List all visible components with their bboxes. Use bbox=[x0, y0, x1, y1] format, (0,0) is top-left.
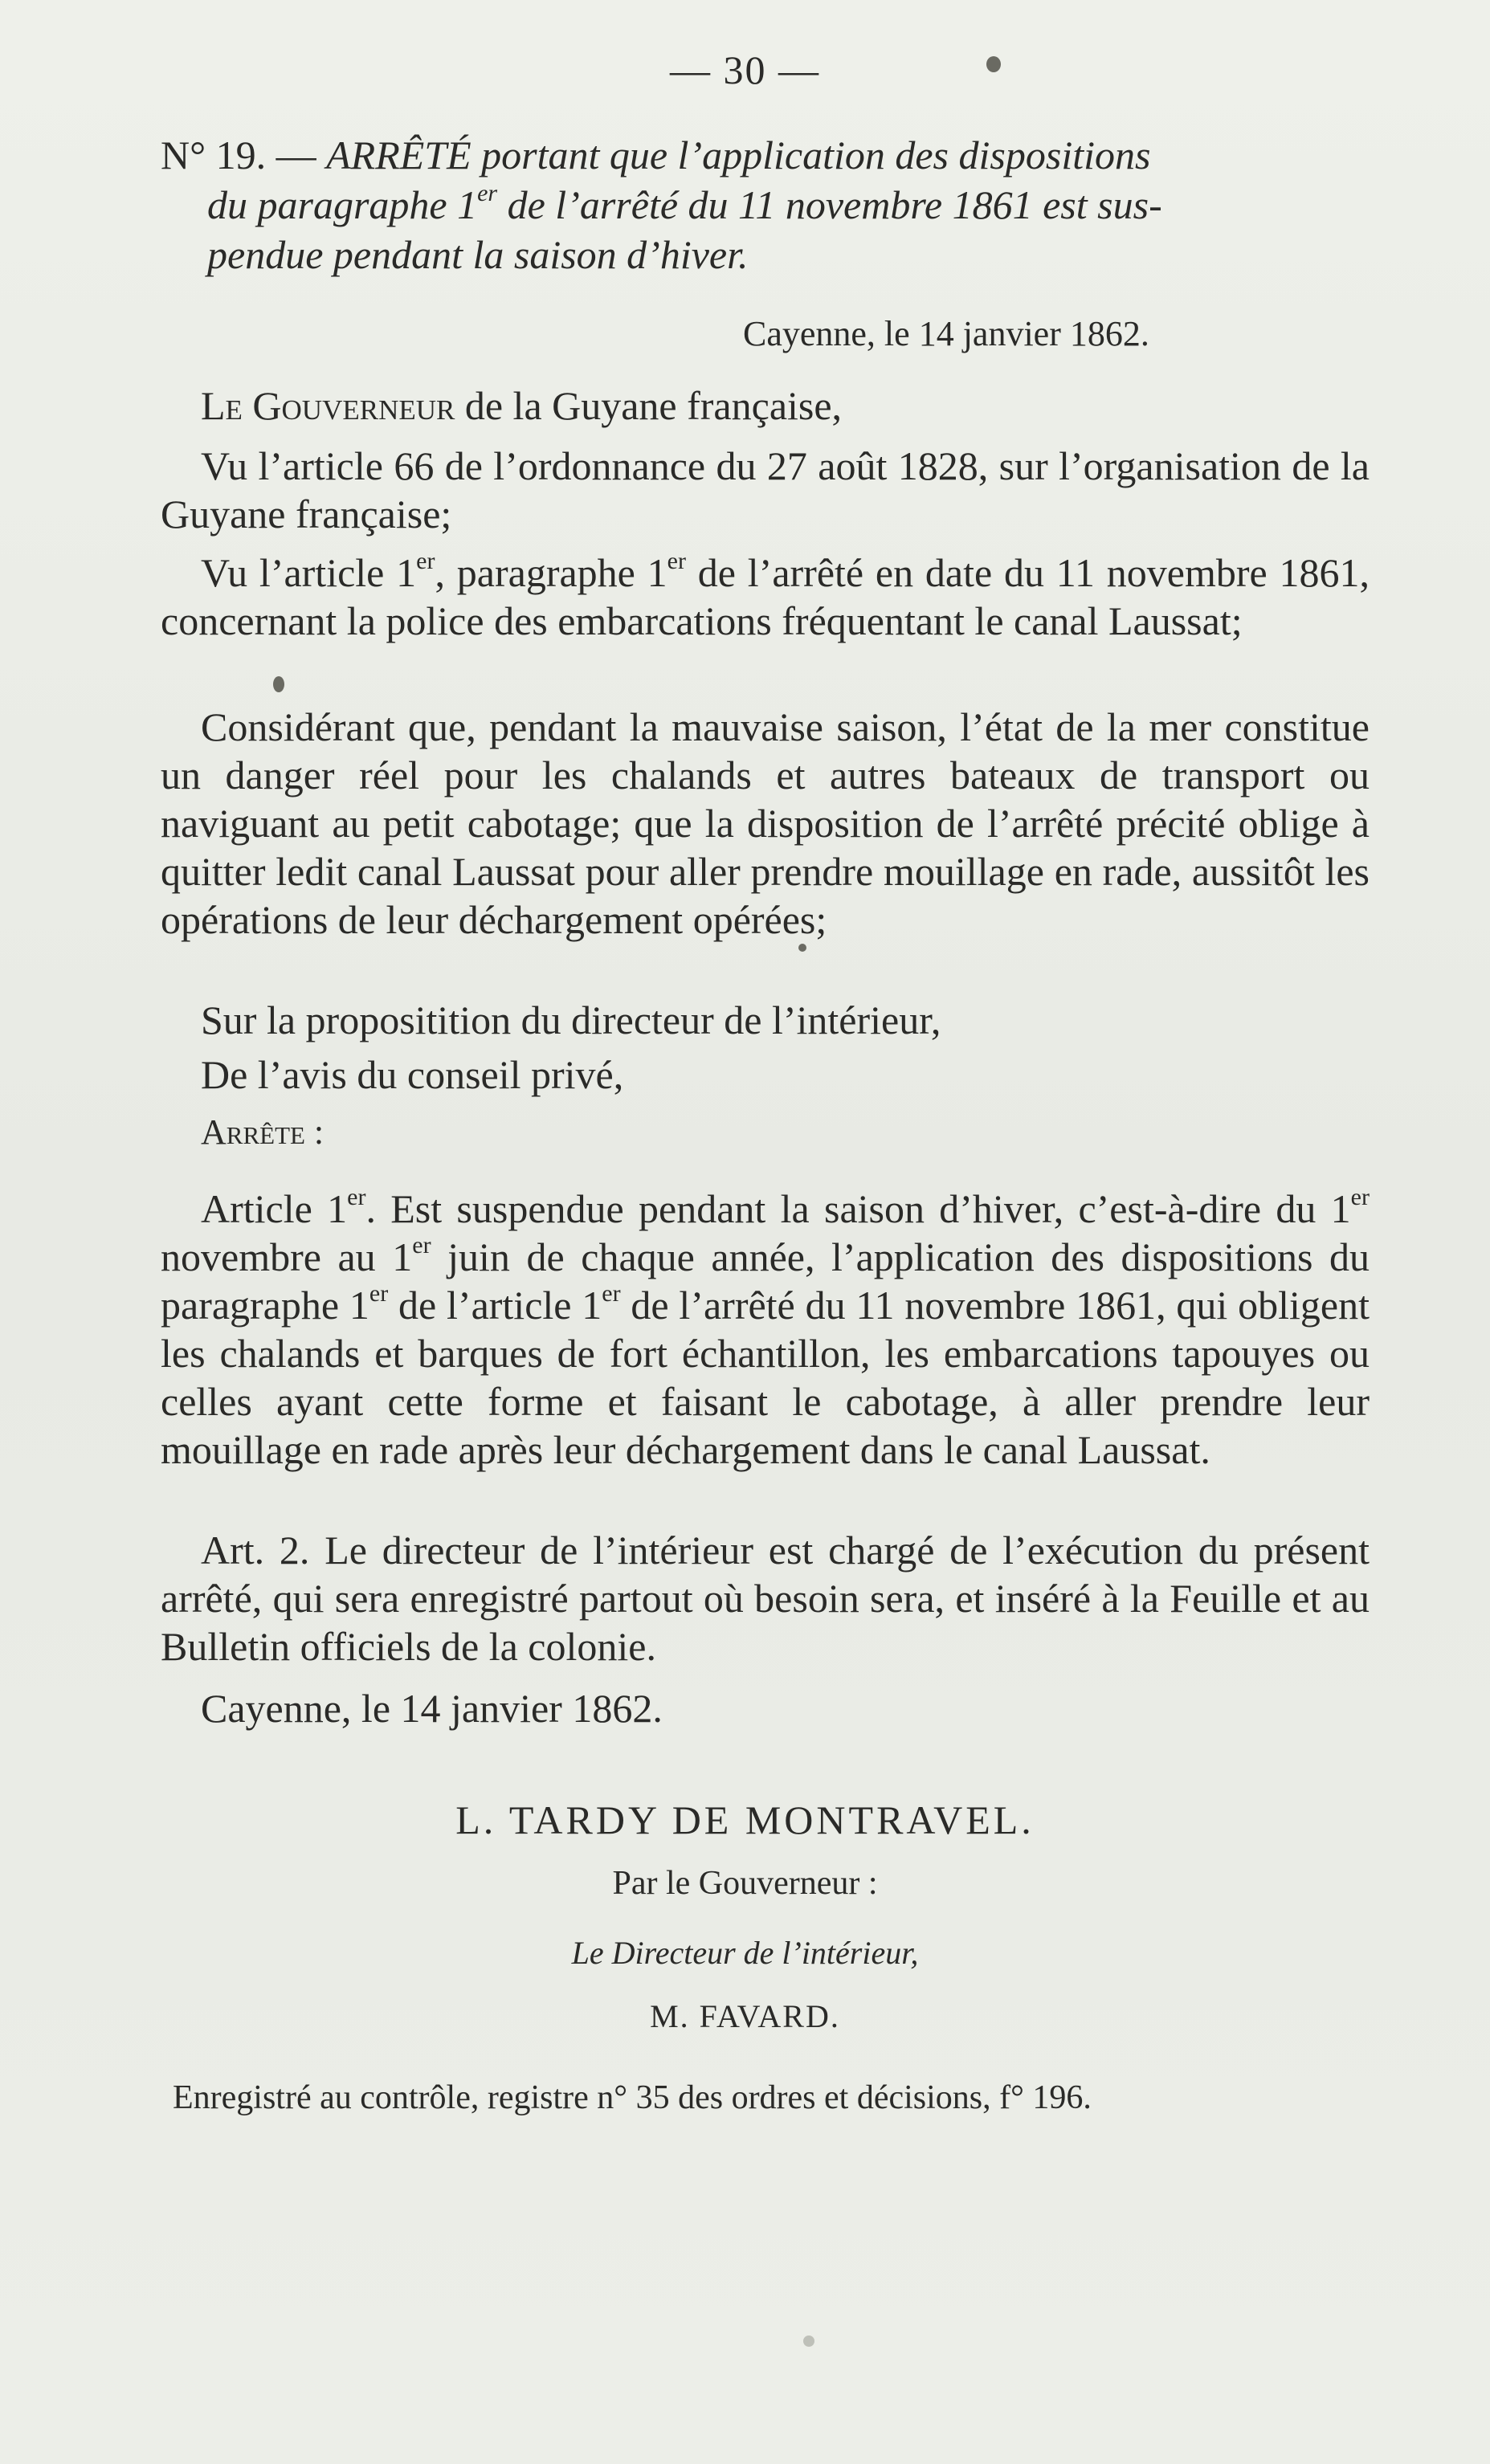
decree-number: N° 19. — bbox=[161, 133, 316, 177]
ink-spot bbox=[273, 676, 284, 692]
vu2-sup-1: er bbox=[416, 548, 435, 575]
ink-spot bbox=[803, 2335, 814, 2347]
signature: L. TARDY DE MONTRAVEL. bbox=[455, 1797, 1035, 1842]
decree-title-line-2b: de l’arrêté du 11 novembre 1861 est sus- bbox=[497, 182, 1162, 227]
governor-title: Le Gouverneur bbox=[201, 383, 455, 428]
art1-text-f: de l’arrêté du 11 novembre 1861, qui obligent les chalands et barques de fort échantillon, les embarcations tapouyes ou celles ayant cette forme et faisant le cabotage, à aller prendre leur mouillage en rade après leur déchargement dans le canal Laussat. bbox=[161, 1283, 1370, 1472]
art1-text-e: de l’article 1 bbox=[388, 1283, 602, 1328]
decree-title-line-2a: du paragraphe 1 bbox=[207, 182, 478, 227]
vu2-text-c: de l’arrêté en date du 11 novembre 1861, concernant la police des embarcations fréquentant le canal Laussat; bbox=[161, 550, 1370, 643]
avis-line: De l’avis du conseil privé, bbox=[201, 1052, 624, 1097]
decree-title-line-1: ARRÊTÉ portant que l’application des dispositions bbox=[326, 133, 1151, 177]
decree-title-line-3: pendue pendant la saison d’hiver. bbox=[207, 232, 749, 277]
arrete-heading: Arrête : bbox=[201, 1112, 325, 1152]
vu-paragraph-2 bbox=[161, 549, 1370, 645]
closing-date: Cayenne, le 14 janvier 1862. bbox=[201, 1686, 663, 1731]
art1-sup-2: er bbox=[1350, 1184, 1370, 1211]
art1-text-a: Article 1 bbox=[201, 1186, 348, 1231]
ink-spot bbox=[798, 944, 806, 952]
art1-sup-3: er bbox=[412, 1232, 431, 1259]
proposition-line: Sur la propositition du directeur de l’intérieur, bbox=[201, 997, 941, 1042]
decree-title-sup: er bbox=[477, 180, 498, 207]
art1-sup-5: er bbox=[602, 1280, 621, 1307]
art1-text-b: . Est suspendue pendant la saison d’hiver, c’est-à-dire du 1 bbox=[365, 1186, 1351, 1231]
considerant-paragraph: Considérant que, pendant la mauvaise saison, l’état de la mer constitue un danger réel pour les chalands et autres bateaux de transport ou naviguant au petit cabotage; que la disposition de l’arrêté précité oblige à quitter ledit canal Laussat pour aller prendre mouillage en rade, aussitôt les opérations de leur déchargement opérées; bbox=[161, 704, 1370, 942]
page-number: — 30 — bbox=[670, 47, 820, 92]
article-1 bbox=[161, 1185, 1370, 1474]
art1-sup-4: er bbox=[369, 1280, 389, 1307]
favard-signature: M. FAVARD. bbox=[650, 1998, 840, 2034]
article-2: Art. 2. Le directeur de l’intérieur est chargé de l’exécution du présent arrêté, qui sera enregistré partout où besoin sera, et inséré à la Feuille et au Bulletin officiels de la colonie. bbox=[161, 1528, 1370, 1669]
ink-spot bbox=[986, 56, 1001, 72]
place-date: Cayenne, le 14 janvier 1862. bbox=[743, 314, 1149, 353]
par-le-gouverneur: Par le Gouverneur : bbox=[612, 1865, 878, 1902]
vu2-text-a: Vu l’article 1 bbox=[201, 550, 417, 595]
art1-text-c: novembre au 1 bbox=[161, 1234, 413, 1279]
vu2-sup-2: er bbox=[667, 548, 686, 575]
governor-line bbox=[161, 381, 1370, 430]
decree-heading bbox=[161, 130, 1370, 279]
directeur-title: Le Directeur de l’intérieur, bbox=[571, 1935, 919, 1971]
art1-sup-1: er bbox=[347, 1184, 366, 1211]
registration-note: Enregistré au contrôle, registre n° 35 des ordres et décisions, f° 196. bbox=[173, 2079, 1092, 2116]
vu2-text-b: , paragraphe 1 bbox=[435, 550, 667, 595]
vu-paragraph-1: Vu l’article 66 de l’ordonnance du 27 août 1828, sur l’organisation de la Guyane française; bbox=[161, 443, 1370, 536]
governor-rest: de la Guyane française, bbox=[455, 383, 843, 428]
art1-text-d: juin de chaque année, l’application des dispositions du paragraphe 1 bbox=[161, 1234, 1370, 1328]
